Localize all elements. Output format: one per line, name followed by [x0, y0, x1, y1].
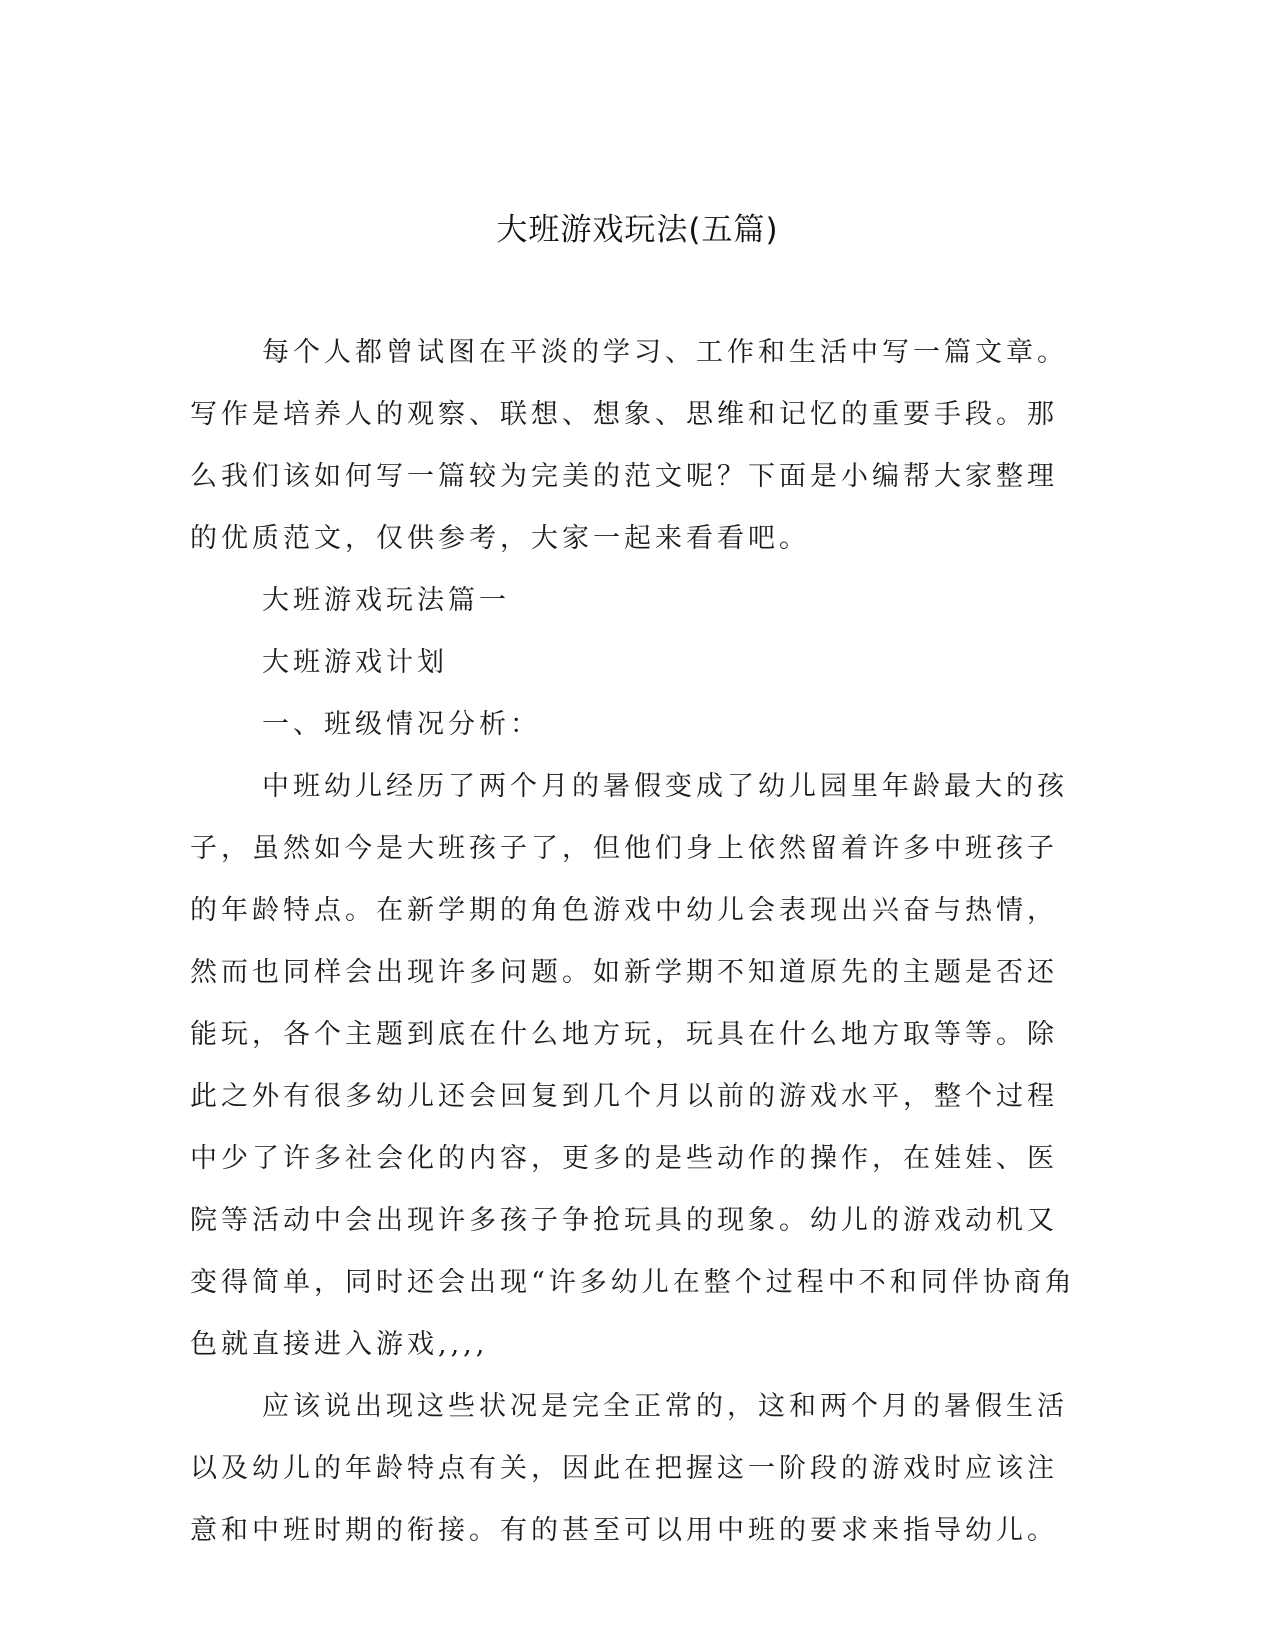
paragraph-plan-title: 大班游戏计划 — [262, 647, 448, 678]
document-title: 大班游戏玩法(五篇) — [496, 212, 779, 248]
paragraph-class-analysis-heading: 一、班级情况分析： — [262, 709, 541, 740]
paragraph-conclusion: 应该说出现这些状况是完全正常的，这和两个月的暑假生活以及幼儿的年龄特点有关，因此在把握这一阶段的游戏时应该注意和中班时期的衔接。有的甚至可以用中班的要求来指导幼儿。 — [190, 1391, 1068, 1546]
document-body — [190, 322, 1080, 1562]
paragraph-intro: 每个人都曾试图在平淡的学习、工作和生活中写一篇文章。写作是培养人的观察、联想、想象、思维和记忆的重要手段。那么我们该如何写一篇较为完美的范文呢？下面是小编帮大家整理的优质范文，仅供参考，大家一起来看看吧。 — [190, 337, 1068, 554]
paragraph-class-analysis: 中班幼儿经历了两个月的暑假变成了幼儿园里年龄最大的孩子，虽然如今是大班孩子了，但他们身上依然留着许多中班孩子的年龄特点。在新学期的角色游戏中幼儿会表现出兴奋与热情，然而也同样会出现许多问题。如新学期不知道原先的主题是否还能玩，各个主题到底在什么地方玩，玩具在什么地方取等等。除此之外有很多幼儿还会回复到几个月以前的游戏水平，整个过程中少了许多社会化的内容，更多的是些动作的操作，在娃娃、医院等活动中会出现许多孩子争抢玩具的现象。幼儿的游戏动机又变得简单，同时还会出现“许多幼儿在整个过程中不和同伴协商角色就直接进入游戏,,,, — [190, 771, 1076, 1360]
paragraph-section-heading: 大班游戏玩法篇一 — [262, 585, 510, 616]
